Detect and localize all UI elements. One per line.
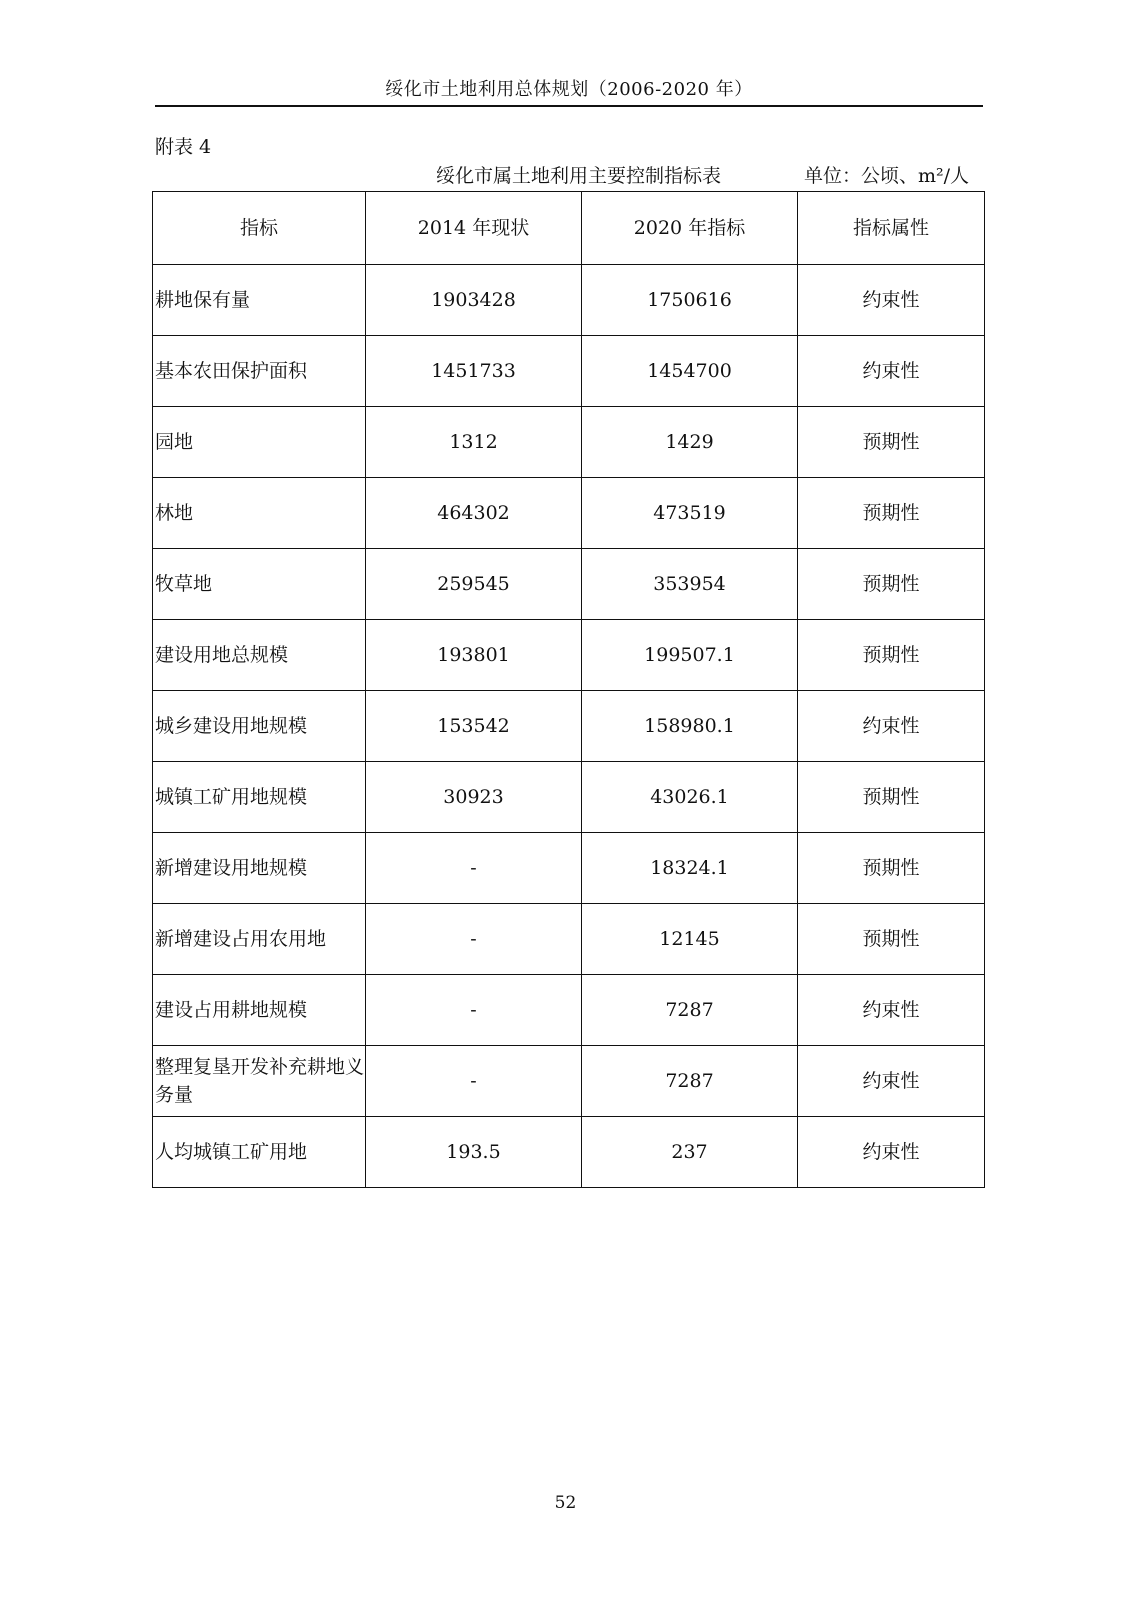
value-2020-cell: 7287 [582,975,798,1046]
value-2020-cell: 7287 [582,1046,798,1117]
attribute-cell: 约束性 [798,1046,985,1117]
attribute-cell: 预期性 [798,904,985,975]
value-2020-cell: 43026.1 [582,762,798,833]
indicator-name-cell: 基本农田保护面积 [153,336,366,407]
indicator-name-cell: 建设用地总规模 [153,620,366,691]
table-row [153,407,985,478]
value-2014-cell: 1903428 [366,265,582,336]
attribute-cell: 预期性 [798,620,985,691]
indicator-name-cell: 人均城镇工矿用地 [153,1117,366,1188]
appendix-label: 附表 4 [155,136,212,158]
attribute-cell: 预期性 [798,478,985,549]
value-2014-cell: 193.5 [366,1117,582,1188]
indicator-name-cell: 整理复垦开发补充耕地义务量 [153,1046,366,1117]
table-row [153,549,985,620]
indicator-name-cell: 城乡建设用地规模 [153,691,366,762]
value-2020-cell: 18324.1 [582,833,798,904]
value-2020-cell: 473519 [582,478,798,549]
attribute-cell: 约束性 [798,1117,985,1188]
table-row [153,691,985,762]
table-row [153,975,985,1046]
attribute-cell: 约束性 [798,265,985,336]
value-2020-cell: 12145 [582,904,798,975]
table-row [153,620,985,691]
indicator-name-cell: 城镇工矿用地规模 [153,762,366,833]
value-2020-cell: 158980.1 [582,691,798,762]
value-2014-cell: - [366,975,582,1046]
table-row [153,336,985,407]
table-row [153,478,985,549]
value-2020-cell: 199507.1 [582,620,798,691]
column-header-2014-status: 2014 年现状 [366,192,582,265]
column-header-2020-target: 2020 年指标 [582,192,798,265]
value-2014-cell: - [366,833,582,904]
table-row [153,265,985,336]
value-2020-cell: 237 [582,1117,798,1188]
attribute-cell: 预期性 [798,762,985,833]
value-2014-cell: - [366,904,582,975]
value-2014-cell: 193801 [366,620,582,691]
table-header-row [153,192,985,265]
column-header-indicator: 指标 [153,192,366,265]
value-2014-cell: 1451733 [366,336,582,407]
unit-label: 单位：公顷、m²/人 [804,165,970,187]
value-2020-cell: 353954 [582,549,798,620]
attribute-cell: 预期性 [798,549,985,620]
table-row [153,762,985,833]
indicator-name-cell: 园地 [153,407,366,478]
table-row [153,1046,985,1117]
attribute-cell: 约束性 [798,336,985,407]
indicator-name-cell: 耕地保有量 [153,265,366,336]
indicator-name-cell: 牧草地 [153,549,366,620]
indicator-name-cell: 新增建设占用农用地 [153,904,366,975]
value-2020-cell: 1454700 [582,336,798,407]
attribute-cell: 约束性 [798,691,985,762]
value-2014-cell: 153542 [366,691,582,762]
page-number: 52 [554,1493,577,1513]
value-2014-cell: 464302 [366,478,582,549]
indicator-name-cell: 林地 [153,478,366,549]
running-header: 绥化市土地利用总体规划（2006-2020 年） [385,79,753,100]
value-2014-cell: 259545 [366,549,582,620]
value-2014-cell: - [366,1046,582,1117]
value-2014-cell: 1312 [366,407,582,478]
value-2014-cell: 30923 [366,762,582,833]
indicator-name-cell: 建设占用耕地规模 [153,975,366,1046]
column-header-attribute: 指标属性 [798,192,985,265]
attribute-cell: 预期性 [798,407,985,478]
header-rule [155,105,983,107]
attribute-cell: 预期性 [798,833,985,904]
attribute-cell: 约束性 [798,975,985,1046]
table-row [153,833,985,904]
table-row [153,904,985,975]
value-2020-cell: 1750616 [582,265,798,336]
table-row [153,1117,985,1188]
indicator-table [152,191,985,1188]
indicator-name-cell: 新增建设用地规模 [153,833,366,904]
value-2020-cell: 1429 [582,407,798,478]
table-title: 绥化市属土地利用主要控制指标表 [436,165,722,187]
